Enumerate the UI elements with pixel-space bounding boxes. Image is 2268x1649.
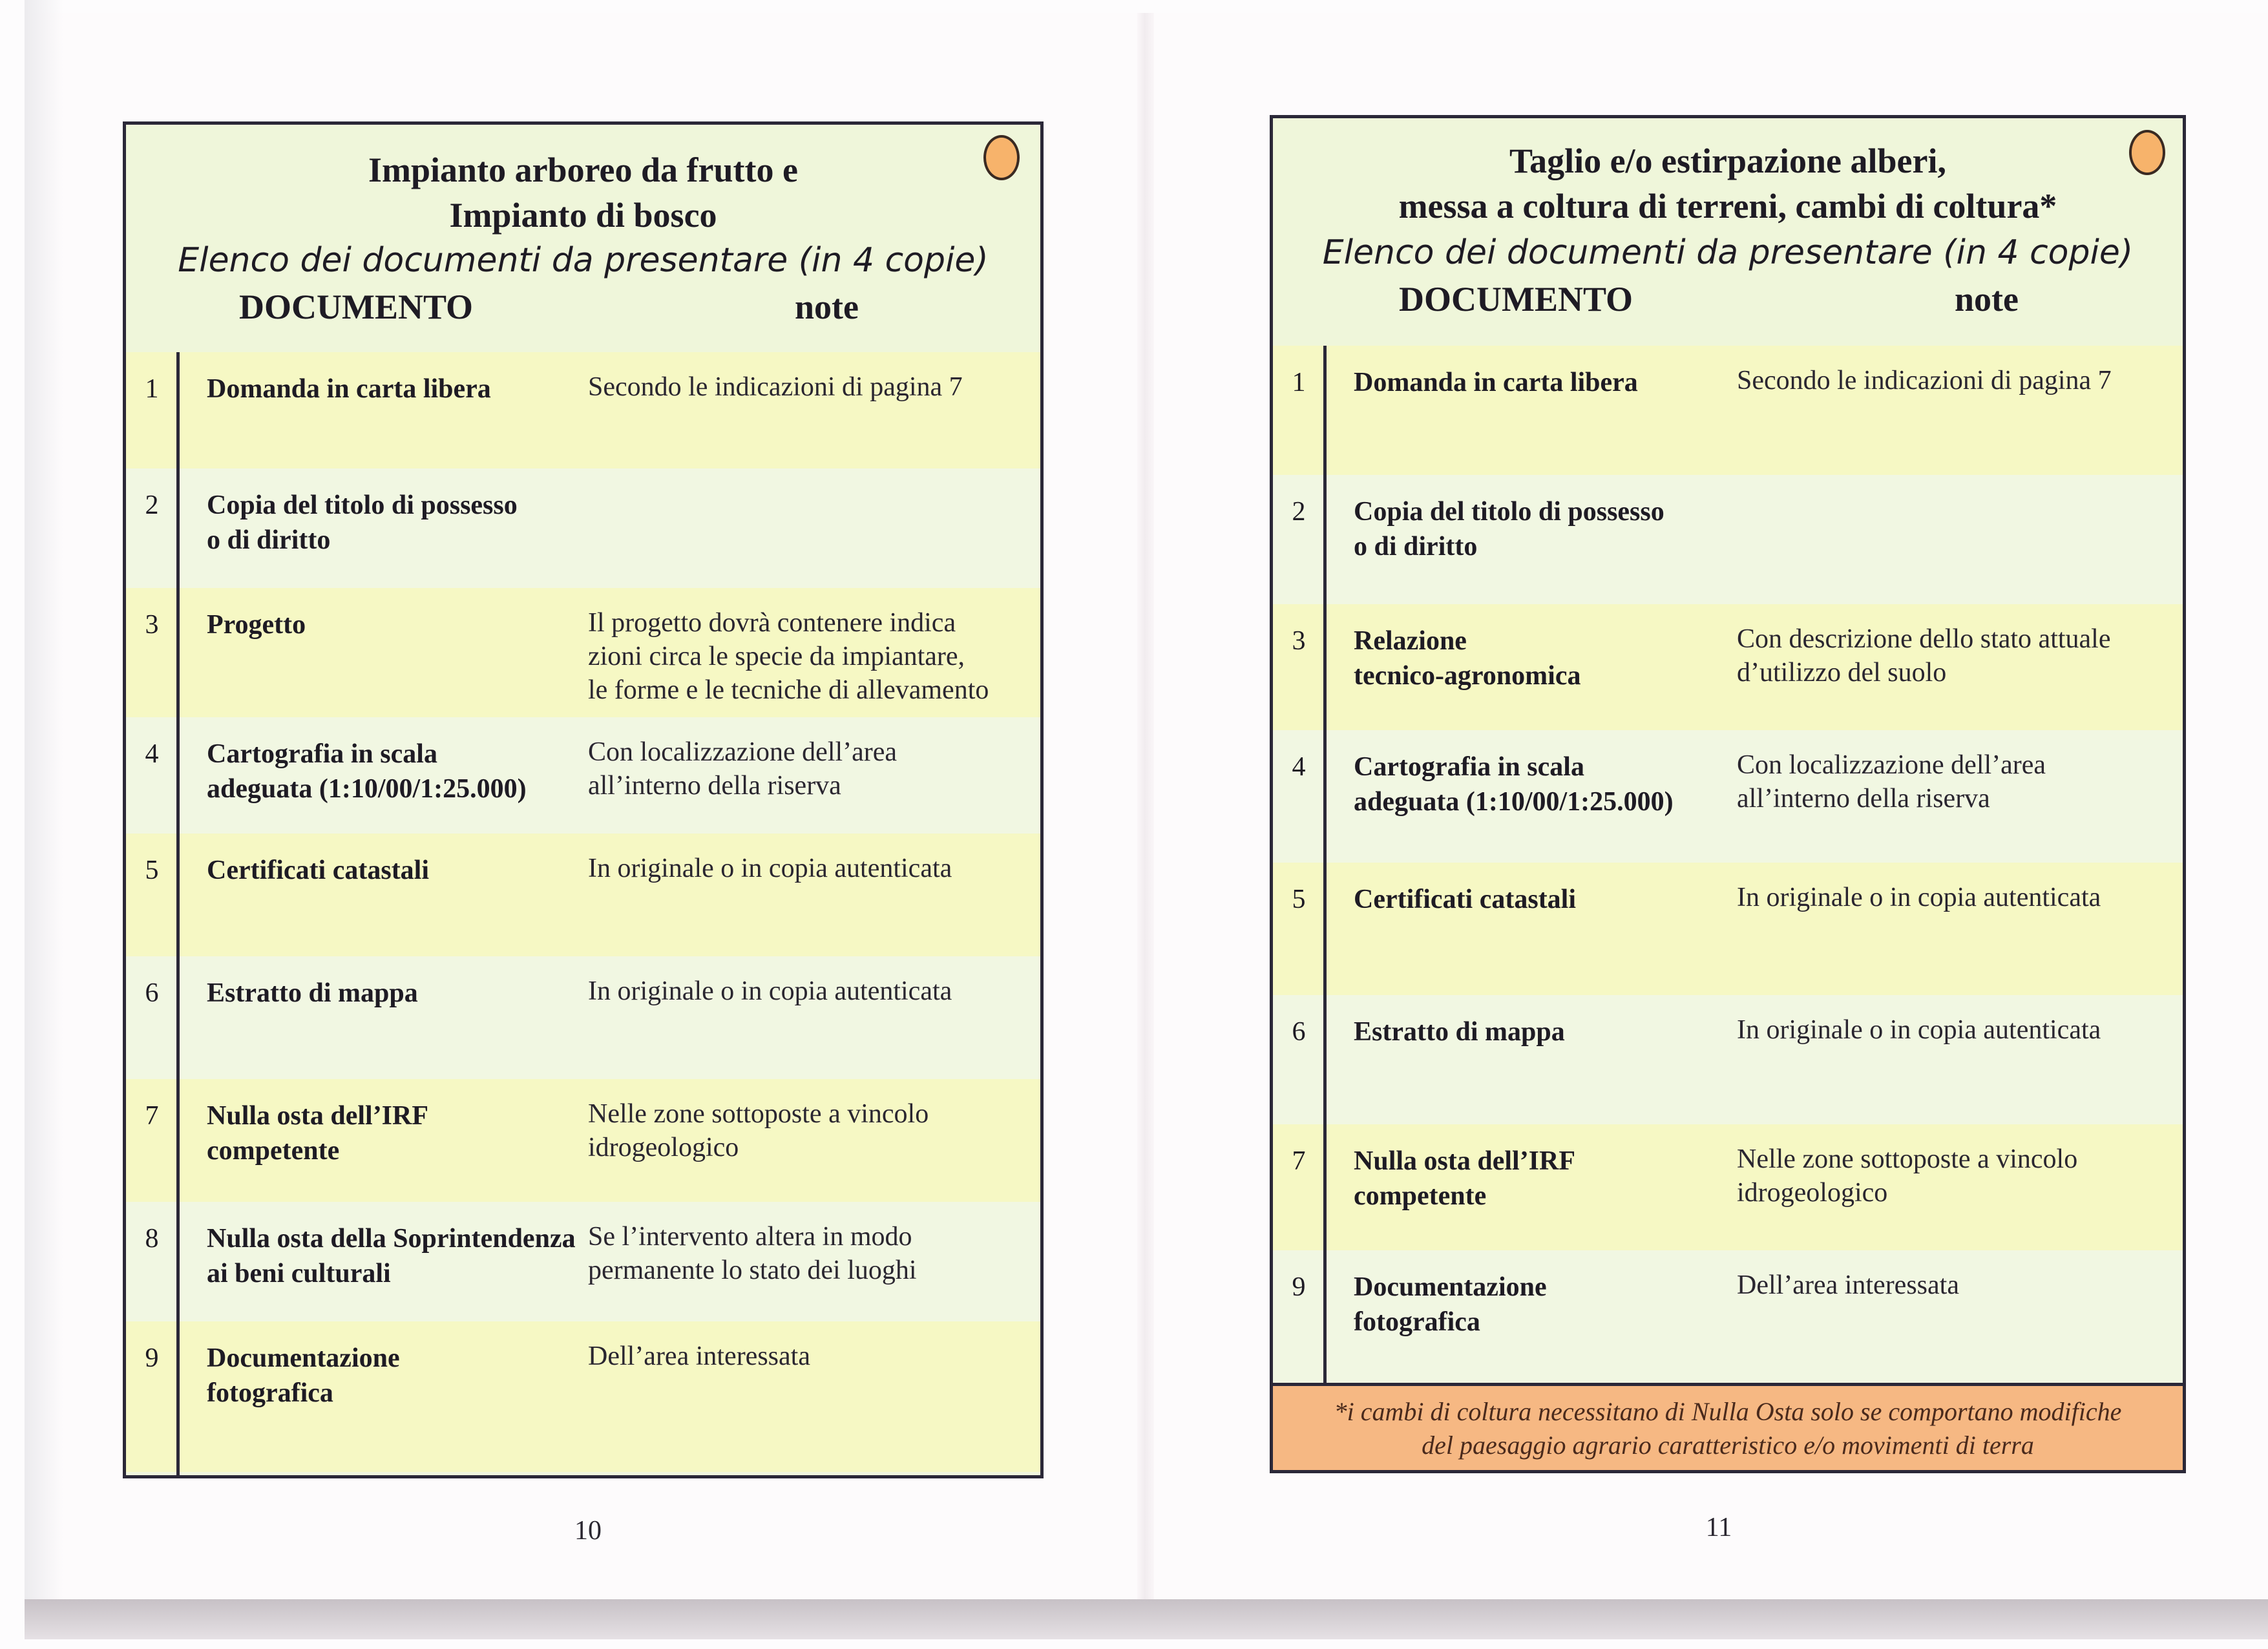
- document-name: Certificati catastali: [1354, 885, 1577, 914]
- table-row: [126, 1321, 1040, 1472]
- document-name: Cartografia in scala adeguata (1:10/00/1:25.000): [207, 739, 527, 804]
- table-row: [126, 956, 1040, 1079]
- row-number: 4: [145, 739, 159, 769]
- table-row: [1273, 346, 2183, 475]
- orange-circle-marker-icon: [2129, 130, 2165, 175]
- table-row: [1273, 863, 2183, 995]
- document-name: Progetto: [207, 610, 306, 640]
- row-number: 8: [145, 1224, 159, 1254]
- document-note: Il progetto dovrà contenere indica zioni circa le specie da impiantare, le forme e le tecniche di allevamento: [588, 608, 989, 705]
- document-note: Nelle zone sottoposte a vincolo idrogeologico: [588, 1099, 929, 1162]
- column-header-document: DOCUMENTO: [1399, 280, 1633, 319]
- document-note: Secondo le indicazioni di pagina 7: [588, 372, 963, 402]
- row-number: 6: [1292, 1017, 1306, 1047]
- row-number: 3: [1292, 626, 1306, 656]
- column-header-document: DOCUMENTO: [239, 288, 474, 326]
- document-note: Con descrizione dello stato attuale d’utilizzo del suolo: [1737, 624, 2111, 688]
- page-number: 11: [1705, 1513, 1732, 1542]
- row-number: 4: [1292, 752, 1306, 782]
- row-number: 2: [145, 490, 159, 520]
- table-row: [126, 352, 1040, 468]
- table-row: [1273, 995, 2183, 1124]
- table-row: [126, 468, 1040, 588]
- table-title-line1: Impianto arboreo da frutto e: [368, 151, 798, 189]
- table-body: [1273, 346, 2183, 1383]
- document-name: Domanda in carta libera: [1354, 368, 1638, 397]
- document-name: Copia del titolo di possesso o di diritto: [1354, 497, 1664, 562]
- document-note: In originale o in copia autenticata: [1737, 1015, 2101, 1045]
- document-note: Dell’area interessata: [588, 1341, 810, 1371]
- document-note: Se l’intervento altera in modo permanente lo stato dei luoghi: [588, 1222, 917, 1285]
- document-note: Con localizzazione dell’area all’interno della riserva: [1737, 750, 2046, 814]
- table-row: [1273, 1124, 2183, 1250]
- row-number: 6: [145, 978, 159, 1008]
- document-name: Copia del titolo di possesso o di diritto: [207, 490, 518, 555]
- row-number: 9: [145, 1343, 159, 1373]
- document-name: Cartografia in scala adeguata (1:10/00/1:25.000): [1354, 752, 1674, 817]
- table-title-line2: Impianto di bosco: [449, 196, 717, 235]
- document-name: Relazione tecnico-agronomica: [1354, 626, 1581, 691]
- left-document-table: [123, 121, 1044, 1478]
- right-document-table: [1270, 115, 2186, 1473]
- document-name: Estratto di mappa: [207, 978, 418, 1008]
- number-column-divider: [176, 352, 180, 1475]
- page-number: 10: [574, 1516, 602, 1546]
- document-name: Documentazione fotografica: [1354, 1272, 1547, 1337]
- footnote: *i cambi di coltura necessitano di Nulla Osta solo se comportano modifiche del paesaggio agrario caratteristico e/o movimenti di terra: [1273, 1383, 2183, 1470]
- table-row: [1273, 1250, 2183, 1383]
- document-name: Nulla osta della Soprintendenza ai beni culturali: [207, 1224, 576, 1288]
- row-number: 1: [145, 374, 159, 404]
- document-name: Documentazione fotografica: [207, 1343, 400, 1408]
- row-number: 1: [1292, 368, 1306, 397]
- row-number: 7: [145, 1101, 159, 1131]
- page-edge-shadow: [25, 0, 63, 1599]
- document-note: Nelle zone sottoposte a vincolo idrogeologico: [1737, 1144, 2078, 1208]
- column-header-note: note: [795, 288, 859, 326]
- document-name: Nulla osta dell’IRF competente: [1354, 1146, 1576, 1211]
- book-spine: [1137, 13, 1154, 1602]
- table-row: [126, 717, 1040, 834]
- table-title-line2: messa a coltura di terreni, cambi di coltura*: [1398, 187, 2057, 226]
- number-column-divider: [1323, 346, 1327, 1383]
- table-body: [126, 352, 1040, 1475]
- table-row: [126, 834, 1040, 956]
- row-number: 2: [1292, 497, 1306, 527]
- document-note: Con localizzazione dell’area all’interno della riserva: [588, 737, 898, 801]
- table-subtitle: Elenco dei documenti da presentare (in 4 copie): [1322, 233, 2134, 272]
- document-name: Nulla osta dell’IRF competente: [207, 1101, 429, 1166]
- row-number: 9: [1292, 1272, 1306, 1302]
- document-name: Estratto di mappa: [1354, 1017, 1565, 1047]
- table-subtitle: Elenco dei documenti da presentare (in 4 copie): [178, 241, 989, 280]
- document-note: Dell’area interessata: [1737, 1270, 1959, 1300]
- table-row: [126, 588, 1040, 717]
- table-title-line1: Taglio e/o estirpazione alberi,: [1509, 142, 1946, 180]
- table-row: [126, 1079, 1040, 1202]
- orange-circle-marker-icon: [983, 135, 1020, 180]
- document-name: Domanda in carta libera: [207, 374, 491, 404]
- table-row: [1273, 604, 2183, 730]
- row-number: 3: [145, 610, 159, 640]
- row-number: 7: [1292, 1146, 1306, 1176]
- table-header: [1273, 118, 2183, 350]
- table-row: [1273, 730, 2183, 863]
- table-header: [126, 125, 1040, 356]
- document-note: In originale o in copia autenticata: [1737, 883, 2101, 912]
- row-number: 5: [1292, 885, 1306, 914]
- table-row: [126, 1202, 1040, 1321]
- document-note: In originale o in copia autenticata: [588, 976, 952, 1006]
- column-header-note: note: [1955, 280, 2019, 319]
- document-name: Certificati catastali: [207, 856, 430, 885]
- document-note: Secondo le indicazioni di pagina 7: [1737, 366, 2112, 395]
- row-number: 5: [145, 856, 159, 885]
- scanner-edge: [25, 1599, 2268, 1639]
- table-row: [1273, 475, 2183, 604]
- document-note: In originale o in copia autenticata: [588, 854, 952, 883]
